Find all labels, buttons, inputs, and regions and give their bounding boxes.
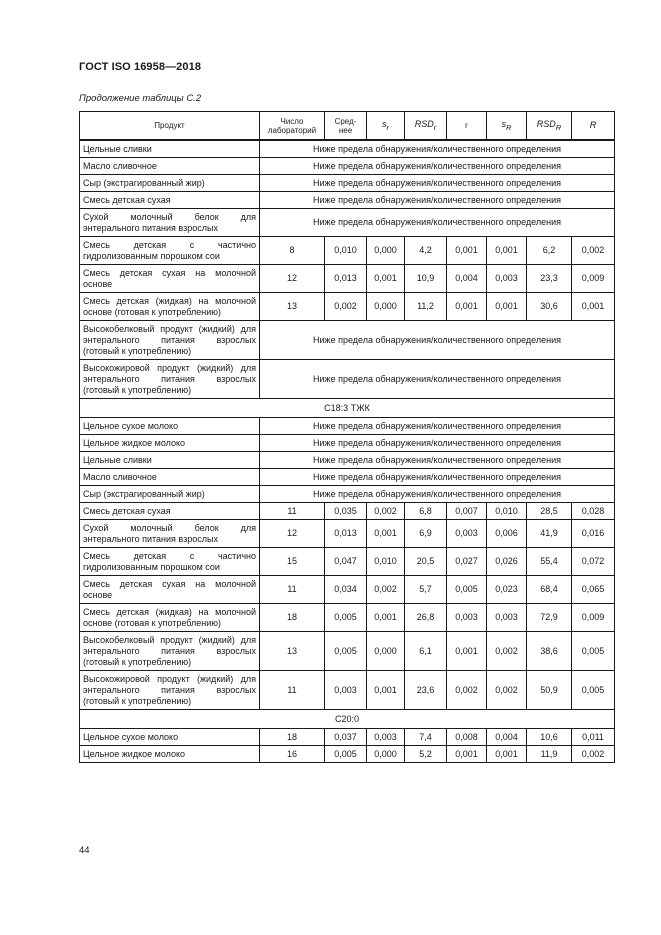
value-cell: 0,002 (367, 503, 405, 520)
value-cell: 0,047 (325, 548, 367, 576)
product-cell: Цельные сливки (80, 452, 260, 469)
value-cell: 0,037 (325, 729, 367, 746)
product-cell: Масло сливочное (80, 158, 260, 175)
table-row (80, 548, 615, 576)
value-cell: 0,002 (447, 671, 487, 710)
table-row (80, 452, 615, 469)
value-cell: 0,002 (572, 746, 615, 763)
product-cell: Смесь детская (жидкая) на молочной основе (готовая к употреблению) (80, 293, 260, 321)
product-cell: Цельное сухое молоко (80, 418, 260, 435)
value-cell: 0,003 (487, 265, 527, 293)
value-cell: 30,6 (527, 293, 572, 321)
value-cell: 5,2 (405, 746, 447, 763)
below-detection-cell: Ниже предела обнаружения/количественного определения (260, 418, 615, 435)
product-cell: Смесь детская сухая (80, 192, 260, 209)
value-cell: 0,013 (325, 520, 367, 548)
product-cell: Смесь детская (жидкая) на молочной основе (готовая к употреблению) (80, 604, 260, 632)
col-header-labs: Число лабораторий (260, 112, 325, 141)
value-cell: 0,007 (447, 503, 487, 520)
value-cell: 0,013 (325, 265, 367, 293)
value-cell: 0,002 (367, 576, 405, 604)
below-detection-cell: Ниже предела обнаружения/количественного определения (260, 360, 615, 399)
table-row (80, 486, 615, 503)
below-detection-cell: Ниже предела обнаружения/количественного определения (260, 321, 615, 360)
value-cell: 68,4 (527, 576, 572, 604)
value-cell: 0,005 (572, 632, 615, 671)
col-header-rsdR: $RSD_R$ (527, 112, 572, 141)
table-row (80, 140, 615, 158)
value-cell: 18 (260, 729, 325, 746)
value-cell: 7,4 (405, 729, 447, 746)
value-cell: 0,003 (487, 604, 527, 632)
value-cell: 0,009 (572, 604, 615, 632)
value-cell: 0,000 (367, 237, 405, 265)
value-cell: 26,8 (405, 604, 447, 632)
col-header-sr: $s_r$ (367, 112, 405, 141)
results-table (79, 111, 615, 763)
value-cell: 8 (260, 237, 325, 265)
value-cell: 5,7 (405, 576, 447, 604)
table-row (80, 746, 615, 763)
table-row (80, 237, 615, 265)
value-cell: 50,9 (527, 671, 572, 710)
value-cell: 11 (260, 671, 325, 710)
product-cell: Цельное сухое молоко (80, 729, 260, 746)
value-cell: 0,005 (325, 604, 367, 632)
value-cell: 0,026 (487, 548, 527, 576)
value-cell: 0,005 (447, 576, 487, 604)
value-cell: 0,001 (447, 237, 487, 265)
value-cell: 0,001 (447, 293, 487, 321)
value-cell: 12 (260, 265, 325, 293)
value-cell: 0,000 (367, 632, 405, 671)
col-header-mean: Сред- нее (325, 112, 367, 141)
value-cell: 38,6 (527, 632, 572, 671)
value-cell: 0,008 (447, 729, 487, 746)
value-cell: 0,010 (367, 548, 405, 576)
below-detection-cell: Ниже предела обнаружения/количественного определения (260, 209, 615, 237)
value-cell: 0,009 (572, 265, 615, 293)
table-row (80, 418, 615, 435)
product-cell: Сыр (экстрагированный жир) (80, 486, 260, 503)
product-cell: Смесь детская сухая на молочной основе (80, 576, 260, 604)
product-cell: Высокобелковый продукт (жидкий) для энтерального питания взрослых (готовый к употреблению) (80, 321, 260, 360)
table-row (80, 671, 615, 710)
value-cell: 0,001 (367, 265, 405, 293)
value-cell: 0,001 (367, 520, 405, 548)
value-cell: 0,028 (572, 503, 615, 520)
value-cell: 0,027 (447, 548, 487, 576)
below-detection-cell: Ниже предела обнаружения/количественного определения (260, 469, 615, 486)
table-row (80, 158, 615, 175)
table-body (80, 140, 615, 763)
product-cell: Смесь детская сухая (80, 503, 260, 520)
value-cell: 0,003 (325, 671, 367, 710)
value-cell: 0,023 (487, 576, 527, 604)
value-cell: 23,3 (527, 265, 572, 293)
value-cell: 0,001 (447, 746, 487, 763)
table-row (80, 729, 615, 746)
product-cell: Цельные сливки (80, 140, 260, 158)
value-cell: 28,5 (527, 503, 572, 520)
table-row (80, 265, 615, 293)
product-cell: Цельное жидкое молоко (80, 746, 260, 763)
below-detection-cell: Ниже предела обнаружения/количественного определения (260, 452, 615, 469)
value-cell: 41,9 (527, 520, 572, 548)
value-cell: 13 (260, 632, 325, 671)
col-header-product: Продукт (80, 112, 260, 141)
value-cell: 0,000 (367, 293, 405, 321)
value-cell: 10,9 (405, 265, 447, 293)
table-row (80, 435, 615, 452)
value-cell: 0,005 (325, 746, 367, 763)
section-title: С18:3 ТЖК (80, 399, 615, 418)
value-cell: 13 (260, 293, 325, 321)
value-cell: 0,005 (572, 671, 615, 710)
section-title: С20:0 (80, 710, 615, 729)
value-cell: 4,2 (405, 237, 447, 265)
value-cell: 0,016 (572, 520, 615, 548)
value-cell: 11,2 (405, 293, 447, 321)
product-cell: Высокобелковый продукт (жидкий) для энтерального питания взрослых (готовый к употреблению) (80, 632, 260, 671)
value-cell: 0,001 (487, 237, 527, 265)
value-cell: 0,034 (325, 576, 367, 604)
product-cell: Высокожировой продукт (жидкий) для энтерального питания взрослых (готовый к употреблению) (80, 360, 260, 399)
table-row (80, 576, 615, 604)
value-cell: 6,1 (405, 632, 447, 671)
value-cell: 0,006 (487, 520, 527, 548)
page-number: 44 (79, 845, 90, 856)
below-detection-cell: Ниже предела обнаружения/количественного определения (260, 192, 615, 209)
value-cell: 0,002 (325, 293, 367, 321)
value-cell: 0,065 (572, 576, 615, 604)
table-row (80, 321, 615, 360)
product-cell: Цельное жидкое молоко (80, 435, 260, 452)
below-detection-cell: Ниже предела обнаружения/количественного определения (260, 140, 615, 158)
value-cell: 0,002 (487, 671, 527, 710)
table-row (80, 293, 615, 321)
product-cell: Смесь детская сухая на молочной основе (80, 265, 260, 293)
value-cell: 0,005 (325, 632, 367, 671)
below-detection-cell: Ниже предела обнаружения/количественного определения (260, 158, 615, 175)
table-row (80, 175, 615, 192)
table-row (80, 520, 615, 548)
below-detection-cell: Ниже предела обнаружения/количественного определения (260, 175, 615, 192)
value-cell: 0,010 (487, 503, 527, 520)
value-cell: 0,002 (487, 632, 527, 671)
value-cell: 0,003 (367, 729, 405, 746)
value-cell: 15 (260, 548, 325, 576)
table-row (80, 604, 615, 632)
value-cell: 0,072 (572, 548, 615, 576)
below-detection-cell: Ниже предела обнаружения/количественного определения (260, 486, 615, 503)
value-cell: 0,004 (447, 265, 487, 293)
table-row (80, 469, 615, 486)
value-cell: 16 (260, 746, 325, 763)
table-row (80, 209, 615, 237)
value-cell: 0,001 (487, 293, 527, 321)
value-cell: 0,001 (487, 746, 527, 763)
table-row (80, 360, 615, 399)
value-cell: 20,5 (405, 548, 447, 576)
value-cell: 0,004 (487, 729, 527, 746)
value-cell: 0,001 (367, 604, 405, 632)
value-cell: 23,6 (405, 671, 447, 710)
value-cell: 0,002 (572, 237, 615, 265)
table-row (80, 192, 615, 209)
value-cell: 10,6 (527, 729, 572, 746)
value-cell: 0,035 (325, 503, 367, 520)
value-cell: 6,9 (405, 520, 447, 548)
product-cell: Смесь детская с частично гидролизованным порошком сои (80, 548, 260, 576)
product-cell: Масло сливочное (80, 469, 260, 486)
section-header-row (80, 399, 615, 418)
value-cell: 0,003 (447, 520, 487, 548)
col-header-r: r (447, 112, 487, 141)
value-cell: 18 (260, 604, 325, 632)
product-cell: Высокожировой продукт (жидкий) для энтерального питания взрослых (готовый к употреблению) (80, 671, 260, 710)
product-cell: Смесь детская с частично гидролизованным порошком сои (80, 237, 260, 265)
section-header-row (80, 710, 615, 729)
value-cell: 72,9 (527, 604, 572, 632)
col-header-R: R (572, 112, 615, 141)
product-cell: Сухой молочный белок для энтерального питания взрослых (80, 520, 260, 548)
value-cell: 11,9 (527, 746, 572, 763)
value-cell: 0,001 (572, 293, 615, 321)
col-header-sR: $s_R$ (487, 112, 527, 141)
table-row (80, 632, 615, 671)
table-row (80, 503, 615, 520)
table-caption: Продолжение таблицы С.2 (79, 93, 202, 104)
value-cell: 11 (260, 576, 325, 604)
product-cell: Сыр (экстрагированный жир) (80, 175, 260, 192)
value-cell: 55,4 (527, 548, 572, 576)
value-cell: 0,001 (447, 632, 487, 671)
value-cell: 0,000 (367, 746, 405, 763)
col-header-rsdr: $RSD_r$ (405, 112, 447, 141)
document-header: ГОСТ ISO 16958—2018 (79, 61, 202, 73)
table-header-row (80, 112, 615, 141)
value-cell: 12 (260, 520, 325, 548)
value-cell: 6,8 (405, 503, 447, 520)
below-detection-cell: Ниже предела обнаружения/количественного определения (260, 435, 615, 452)
value-cell: 0,011 (572, 729, 615, 746)
value-cell: 0,001 (367, 671, 405, 710)
value-cell: 0,003 (447, 604, 487, 632)
product-cell: Сухой молочный белок для энтерального питания взрослых (80, 209, 260, 237)
value-cell: 0,010 (325, 237, 367, 265)
value-cell: 11 (260, 503, 325, 520)
value-cell: 6,2 (527, 237, 572, 265)
